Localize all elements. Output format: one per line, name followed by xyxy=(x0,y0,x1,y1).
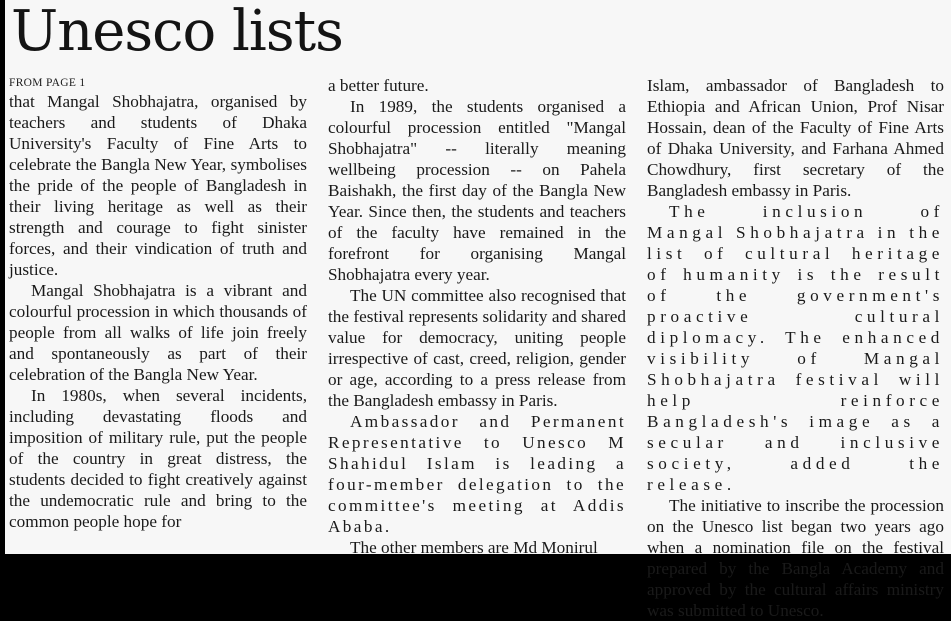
paragraph: The other members are Md Monirul xyxy=(350,538,598,557)
paragraph: Ambassador and Permanent Representative to Unesco M Shahidul Islam is leading a four-member delegation to the committee's meeting at Addis Ababa. xyxy=(328,412,626,536)
kicker-from-page: FROM PAGE 1 xyxy=(9,77,86,89)
paragraph: Mangal Shobhajatra is a vibrant and colourful procession in which thousands of people from all walks of life join freely and spontaneously as part of their celebration of the Bangla New Year. xyxy=(9,281,307,384)
article-column-1 xyxy=(9,75,307,532)
article-column-2 xyxy=(328,75,626,558)
paragraph: a better future. xyxy=(328,76,429,95)
paragraph: that Mangal Shobhajatra, organised by teachers and students of Dhaka University's Faculty of Fine Arts to celebrate the Bangla New Year, symbolises the pride of the people of Bangladesh in their living heritage as well as their strength and courage to fight sinister forces, and their vindication of truth and justice. xyxy=(9,92,307,279)
paragraph: In 1980s, when several incidents, including devastating floods and imposition of military rule, put the people of the country in great distress, the students decided to fight creatively against the undemocratic rule and bring to the common people hope for xyxy=(9,386,307,531)
paragraph: The inclusion of Mangal Shobhajatra in the list of cultural heritage of humanity is the result of the government's proactive cultural diplomacy. The enhanced visibility of Mangal Shobhajatra festival will help reinforce Bangladesh's image as a secular and inclusive society, added the release. xyxy=(647,202,944,494)
paragraph: In 1989, the students organised a colourful procession entitled "Mangal Shobhajatra" -- literally meaning wellbeing procession -- on Pahela Baishakh, the first day of the Bangla New Year. Since then, the students and teachers of the faculty have remained in the forefront for organising Mangal Shobhajatra every year. xyxy=(328,97,626,284)
article-column-3 xyxy=(647,75,944,621)
paragraph: Islam, ambassador of Bangladesh to Ethiopia and African Union, Prof Nisar Hossain, dean of the Faculty of Fine Arts of Dhaka University, and Farhana Ahmed Chowdhury, first secretary of the Bangladesh embassy in Paris. xyxy=(647,76,944,200)
newspaper-clipping xyxy=(5,0,951,620)
paragraph: The UN committee also recognised that the festival represents solidarity and shared value for democracy, uniting people irrespective of cast, creed, religion, gender or age, according to a press release from the Bangladesh embassy in Paris. xyxy=(328,286,626,410)
headline: Unesco lists xyxy=(11,0,343,64)
paragraph: The initiative to inscribe the procession on the Unesco list began two years ago when a nomination file on the festival prepared by the Bangla Academy and approved by the cultural affairs ministry was submitted to Unesco. xyxy=(647,496,944,620)
